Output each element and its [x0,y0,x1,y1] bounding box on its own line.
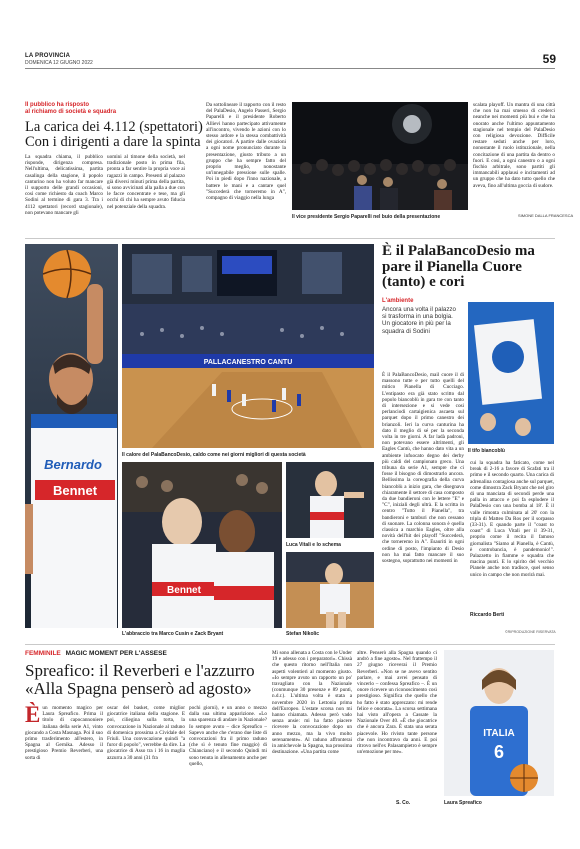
jersey-name-text: Bernardo [44,457,102,472]
nikolic-image [286,552,374,628]
story2-deck: Ancora una volta il palazzo si trasforma in una bolgia. Un giocatore in più per la squadra di Sodini [382,306,456,335]
story3-col3: pochi giorni), e un anno o mezzo dalla sua ultima apparizione. «Lo una sparenza di andare in Nazionale? Io sempre avuto – dice Spreafico – Sapevo anche che c'erano due liste di convocazioni fra il primo raduno (che sì è tenuto fine maggio) di Chianciano) e il secondo Quindi mi sono tenuta in allenamento anche per quello, [189,705,267,767]
jersey-sponsor-text: Bennet [52,483,98,498]
story2-headline: È il PalaBancoDesio ma pare il Pianella Cuore (tanto) e cori [382,243,535,290]
arena-caption: Il calore del PalaBancoDesio, caldo come nei giorni migliori di questa società [122,452,306,458]
tifo-photo [468,302,554,444]
story1-kicker: Il pubblico ha risposto al richiamo di società e squadra [25,102,117,115]
story2-byline: Riccardo Berti [470,612,505,618]
story1-col2: uomini al timone della società, nel tradizionale posto in prima fila, pronta a far sentire la propria voce ai ragazzi in campo. Presenti al palazzo già diversi minuti prima della partita, si sono avvicinati alla palla a due con le facce concentrate e tese, ma gli occhi di chi ha sempre avuto fiducia nel potenziale della squadra. [107,154,185,210]
player-photo-main [25,244,118,628]
spreafico-photo [444,650,554,796]
story1-headline: La carica dei 4.112 (spettatori) Con i dirigenti a dare la spinta [25,119,203,150]
nikolic-photo [286,552,374,628]
vitali-photo [286,462,374,538]
masthead-rule [25,68,555,69]
section-rule-1 [25,238,555,239]
story1-photo-caption: Il vice presidente Sergio Paparelli nel buio della presentazione [292,214,441,220]
story3-col4: Mi sono allenata a Costa con le Under 19 e adesso con i preparatori». Chissà che questo ritorno nell'Italia non aspetti volentieri al momento giusto. «Io sempre avuto un rapporto un po' travagliato con la Nazionale (conmunque 30 presenze e 89 punti, n.d.r.). L'ultima volta è stata a novembre 2020 in Lettonia prima dell'Europeo. L'estate scorsa non mi hanno chiamata. Adesso però vado senza ansie: mi ha fatto piacere ricevere la convocazione dopo un anno mezzo, ma la vivo molto serenamente». Al raduno affronterai in amichevole la Spagna, tua prossima destinazione. «Una partita come [272,650,352,756]
story1-col3: Da sottolineare il rapporto con il resto del PalaDesio, Angelo Passeri, Sergio Paparelli e il presidente Roberto Allievi hanno partecipato attivamente all'incontro, vivendo le azioni con lo stesso ardore e la stessa combattività dei giocatori. A partire dalle ovazioni a ogni nome pronunciato durante la presentazione, giusto tributo a un gruppo che ha sempre fatto del proprio meglio, nonostante un'innegabile pressione sulle spalle. Poi in piedi dopo l'inno nazionale, a battere le mani e a cantare quel "Succederà che torneremo in A", compagno di viaggio nella lunga [206,102,286,202]
hug-photo [122,462,282,628]
section-rule-2 [25,644,555,645]
arena-image [122,244,374,448]
story1-photo [292,102,468,210]
spreafico-caption: Laura Spreafico [444,800,482,806]
hug-jersey-sponsor: Bennet [167,585,201,596]
dropcap: È [25,702,41,727]
story2-copyright: ©RIPRODUZIONE RISERVATA [505,630,556,634]
story1-col4: scalata playoff. Un mantra di una città che non ha mai smesso di crederci neanche nei momenti più bui e che ha onorato anche l'ultimo appuntamento stagionale nel tempio del PalaDesio con religiosa devozione. Difficile restare seduti anche per loro, nonostante il ruolo istituzionale, nella concitazione di una partita da dentro o fuori. E così, a ogni canestro o a ogni fischio arbitrale, sono partiti gli immancabili applausi e incitamenti ad un gruppo che ha dato tutto quello che aveva, fino all'ultima goccia di sudore. [473,102,555,189]
story2-col1: È il PalaBancoDesio, mail cuore il di massono tutte e per tutto quelli del mitico Pianella di Cucciago. L'entipasto era già stato scritto dal popolo biancoblù in gara tre con tanto di intersezione e si vede cosi perlanciodi cartaigienica ascaeta sul parquet dopo il primo canestro dei brianzoli. Ieri la curva canturina ha dato il meglio di sé per la seconda volta in tre giorni. A far ladà padroni, non potevano essere altrimenti, gli Eagles Cantù, che hanno dato vita a un ambiente infuocato degno dei derby più caldi del campionato greco. Una tribuna da serie A1, sempre che ci fosse il bisogno di dimostrarlo ancora. Bellissima la coreografia della curva biancoblù a inizio gara, che disegnava chiaramente il settore di casa composto da due bandieroni con le lettere "E" e "C", iniziali degli ultrà. E la scritta in centro "Tutto il Pianella", tra bandieroni e tamburi che non cessano di suonare. La colonna sonora è quella classica a marchio Eagles, oltre alla novità dell'hit dei playoff "Succederà, che torneremo in A". Esauriti in ogni ordine di posto, l'impianto di Desio non ha mai fatto mancare il suo sostegno, soprattutto nei momenti in [382,372,464,565]
story3-col5: altre. Penserò alla Spagna quando ci andrò a fine agosto». Nel frattempo il 27 giugno riceverai il Premio Reverberi. «Non se ne avevo sentito parlare, e mai avrei pensato di vincerlo – confessa Spreafico –. È un onore ricevere un riconoscimento così prestigioso. Significa che quello che ho fatto è stato apprezzato: mi rende felice e onorata». La scorsa settimana hai visto all'opera a Cassate la Nazionale Over 40. «È che giocatrice che è ancora Zara. È stata una serata piacevole. Ho rivisto tante persone che non incontravo da anni. E poi ritrovo nell'ex Palasampietro è sempre un'emozione per me». [357,650,437,756]
player-image [25,244,118,628]
story2-col2: cui la squadra ha faticato, come nel break di 2-16 a favore di Scafati tra il primo e il secondo quarto. Una carica di adrenalina contagiosa anche sul parquet, come dimostra Zack Bryant che nel giro di una manciata di secondi perde una palla in attacco e poi fa esplodere il PalaDesio con una bomba al 18'. È il valle rimonta culminata al 20' con la tripla di Matteo Da Ros per il sorpasso (33-31). E quando parte il "coast to coast" di Luca Vitali per il 39-31, proprio come il recita il famoso giornalista "Siamo al Pianella, è Cantù, è controbancia, è pandemonio!". Palazzetto in fiamme e squadra che macina punti. E lo spirito del vecchio Pianele anche non tradisce, quel senso unico in campo che non morirà mai. [470,460,554,578]
nikolic-caption: Stefan Nikolic [286,631,320,637]
vitali-caption: Luca Vitali e lo schema [286,542,341,548]
story1-col1: La squadra chiama, il pubblico risponde, dirigenza compresa. Nell'ultima, delicatissima, partita casalinga della stagione, il popolo canturino non ha voluto far mancare il supporto delle grandi occasioni, così come richiesto da coach Marco Sodini al termine di gara 3. Tra i 4112 spettatori (record stagionale), non potevano mancare gli [25,154,103,216]
tifo-caption: Il tifo biancoblù [468,448,505,454]
story2-kicker: L'ambiente [382,298,414,304]
story3-headline: Spreafico: il Reverberi e l'azzurro «Alla Spagna penserò ad agosto» [25,661,255,698]
arena-photo [122,244,374,448]
paper-name: LA PROVINCIA [25,53,71,59]
story1-byline: SIMONE DALLA FRANCESCA [518,213,574,218]
vitali-image [286,462,374,538]
issue-date: DOMENICA 12 GIUGNO 2022 [25,60,93,66]
spreafico-jersey-text: ITALIA [483,728,515,739]
spreafico-image [444,650,554,796]
arena-banner-text: PALLACANESTRO CANTU [203,359,293,366]
story3-col2: oscar del basket, come miglior giocatrice italiana della stagione. E poi, ciliegina sulla torta, la convocazione in Nazionale al raduno di domenica prossima a Cividale del Friuli. Una convocazione quindi "a furor di popolo", verrebbe da dire. La giocatrice di Asso tra i 16 in maglia azzurra a 30 anni (31 fra [107,705,185,761]
hug-image [122,462,282,628]
story3-col1: È un momento magico per Laura Spreafico. Prima il titolo di capocannoniere italiana della serie A1, vinto giocando a Costa Masnaga. Poi il suo primo trasferimento all'estero, in Spagna al Gernika. Adesso il prestigioso Premio Reverberi, una sorta di [25,702,103,761]
tifo-image [468,302,554,444]
story3-byline: S. Co. [396,800,411,806]
page-number: 59 [542,52,556,66]
presentation-image [292,102,468,210]
spreafico-jersey-number: 6 [493,742,505,762]
masthead [25,53,555,66]
story3-kicker: FEMMINILE MAGIC MOMENT PER L'ASSESE [25,650,167,657]
hug-caption: L'abbraccio tra Marco Cusin e Zack Bryant [122,631,224,637]
